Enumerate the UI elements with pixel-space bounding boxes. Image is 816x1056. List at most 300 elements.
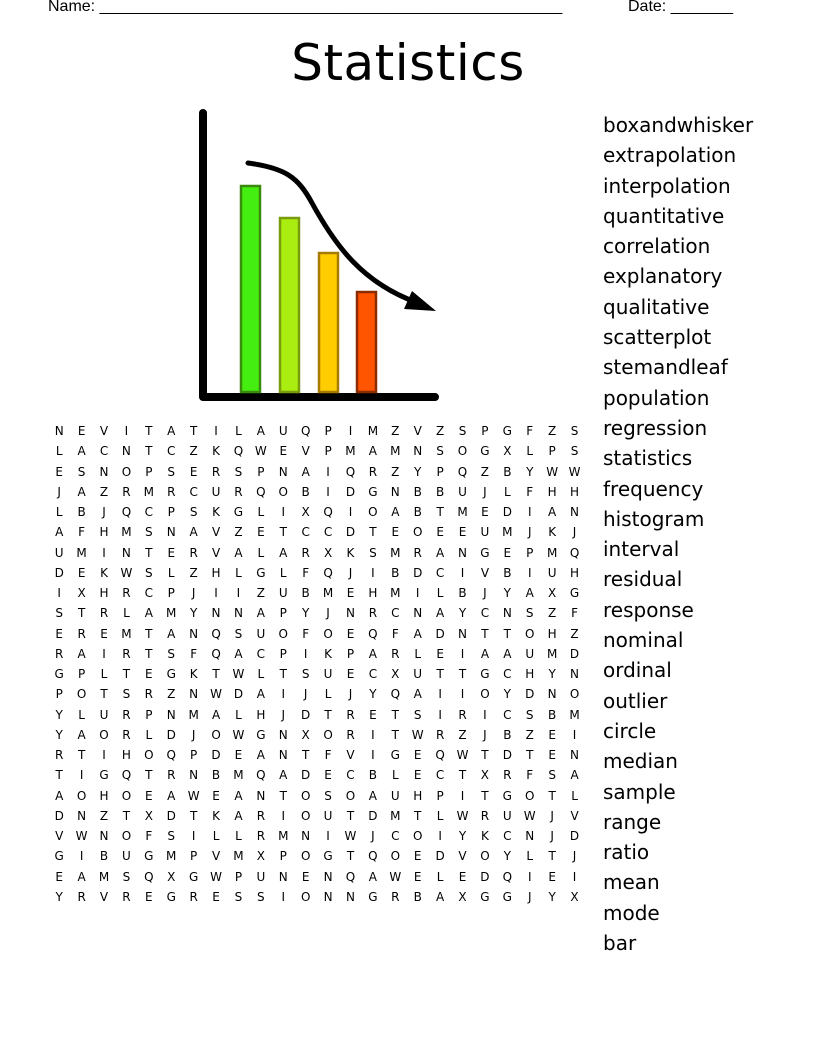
grid-letter: O	[412, 525, 423, 540]
grid-letter: Q	[233, 444, 244, 459]
grid-letter: X	[301, 505, 310, 519]
bar-2-icon	[280, 218, 299, 392]
grid-letter: X	[144, 808, 153, 823]
grid-letter: D	[502, 505, 512, 519]
grid-letter: L	[526, 849, 534, 864]
grid-letter: J	[483, 586, 487, 600]
grid-letter: C	[503, 667, 512, 681]
grid-letter: T	[122, 667, 131, 681]
grid-letter: Z	[548, 606, 557, 621]
grid-letter: G	[256, 727, 266, 742]
grid-letter: L	[55, 444, 63, 459]
grid-letter: F	[526, 484, 534, 499]
word-list-item: quantitative	[603, 203, 725, 228]
grid-letter: F	[190, 646, 198, 661]
grid-letter: Z	[525, 727, 534, 742]
grid-letter: Q	[368, 626, 378, 641]
grid-letter: O	[278, 484, 288, 499]
grid-letter: A	[77, 444, 86, 459]
grid-letter: T	[458, 667, 467, 681]
grid-letter: I	[438, 687, 442, 702]
grid-letter: B	[301, 484, 310, 499]
grid-letter: N	[413, 444, 423, 459]
grid-letter: W	[344, 829, 357, 843]
grid-letter: Z	[458, 727, 467, 742]
grid-letter: C	[144, 586, 154, 600]
grid-row	[48, 846, 586, 866]
grid-letter: T	[369, 525, 377, 540]
grid-letter: T	[302, 748, 310, 762]
grid-letter: D	[301, 707, 311, 722]
grid-letter: G	[166, 889, 176, 904]
grid-letter: T	[391, 707, 399, 722]
word-list-item: qualitative	[603, 294, 710, 319]
grid-letter: B	[435, 484, 445, 499]
grid-letter: D	[166, 808, 176, 823]
grid-row	[48, 624, 586, 644]
grid-letter: Y	[55, 707, 63, 722]
grid-letter: J	[57, 484, 61, 499]
grid-row	[48, 482, 586, 502]
grid-letter: A	[256, 748, 265, 762]
grid-letter: I	[191, 829, 196, 843]
grid-row	[48, 462, 586, 482]
grid-letter: F	[526, 768, 534, 783]
grid-letter: X	[167, 869, 176, 884]
grid-letter: X	[301, 727, 310, 742]
grid-row	[48, 502, 586, 522]
grid-letter: A	[77, 646, 86, 661]
grid-letter: D	[54, 565, 64, 580]
grid-letter: R	[256, 808, 266, 823]
grid-letter: W	[210, 869, 222, 884]
grid-letter: S	[234, 626, 243, 641]
grid-letter: S	[234, 889, 243, 904]
grid-letter: N	[458, 545, 467, 560]
grid-letter: I	[281, 505, 286, 519]
grid-letter: A	[77, 727, 86, 742]
grid-letter: R	[55, 748, 64, 762]
grid-letter: Z	[189, 565, 198, 580]
grid-letter: E	[55, 626, 63, 641]
grid-letter: S	[167, 829, 176, 843]
grid-letter: J	[550, 829, 554, 843]
grid-letter: E	[413, 849, 422, 864]
grid-letter: Q	[166, 748, 176, 762]
grid-letter: H	[570, 484, 580, 499]
grid-letter: K	[324, 646, 333, 661]
grid-letter: D	[435, 849, 445, 864]
grid-letter: R	[122, 727, 131, 742]
word-list-item: scatterplot	[603, 325, 712, 350]
grid-letter: R	[167, 768, 176, 783]
grid-letter: T	[503, 626, 511, 641]
grid-letter: U	[323, 667, 333, 681]
grid-letter: T	[324, 707, 332, 722]
grid-letter: R	[480, 808, 490, 823]
grid-letter: P	[436, 464, 444, 479]
grid-letter: M	[166, 849, 177, 864]
grid-letter: M	[546, 545, 558, 560]
grid-letter: S	[55, 606, 64, 621]
grid-letter: J	[572, 525, 577, 540]
grid-letter: I	[348, 424, 353, 438]
arrow-head-icon	[404, 291, 436, 311]
grid-letter: C	[503, 829, 512, 843]
grid-letter: Z	[391, 424, 400, 438]
grid-letter: N	[189, 626, 199, 641]
grid-row	[48, 806, 586, 826]
grid-letter: O	[569, 687, 580, 702]
grid-letter: D	[211, 748, 221, 762]
grid-letter: M	[278, 829, 289, 843]
grid-letter: G	[480, 444, 490, 459]
name-line: Name: ____________________________________________________	[48, 0, 563, 15]
grid-letter: M	[233, 849, 244, 864]
grid-letter: E	[436, 646, 444, 661]
grid-letter: V	[570, 808, 579, 823]
grid-letter: Q	[345, 869, 356, 884]
grid-letter: Z	[99, 484, 109, 499]
grid-letter: T	[122, 808, 131, 823]
grid-letter: I	[483, 707, 487, 722]
grid-letter: I	[326, 829, 330, 843]
grid-letter: L	[235, 424, 242, 438]
word-list-item: mode	[603, 900, 660, 925]
grid-letter: K	[100, 565, 108, 580]
grid-letter: I	[438, 829, 442, 843]
grid-letter: W	[389, 869, 402, 884]
grid-letter: G	[256, 565, 266, 580]
grid-letter: A	[77, 869, 86, 884]
grid-letter: D	[301, 768, 311, 783]
bar-4-icon	[357, 292, 376, 392]
grid-letter: L	[279, 565, 287, 580]
grid-letter: L	[212, 829, 220, 843]
grid-letter: P	[257, 464, 265, 479]
grid-letter: P	[55, 687, 63, 702]
grid-letter: S	[167, 646, 176, 661]
grid-letter: T	[212, 667, 220, 681]
grid-letter: Z	[256, 586, 265, 600]
grid-letter: M	[233, 768, 244, 783]
word-list-item: correlation	[603, 234, 711, 259]
grid-letter: B	[99, 849, 109, 864]
grid-letter: M	[76, 545, 87, 560]
grid-letter: N	[166, 525, 176, 540]
grid-letter: X	[391, 667, 400, 681]
grid-letter: V	[301, 444, 310, 459]
grid-letter: U	[278, 586, 288, 600]
grid-letter: C	[301, 525, 310, 540]
grid-letter: D	[345, 484, 356, 499]
grid-letter: P	[77, 667, 86, 681]
grid-letter: J	[483, 727, 487, 742]
grid-letter: G	[390, 748, 400, 762]
grid-letter: D	[413, 565, 423, 580]
grid-letter: P	[234, 869, 243, 884]
grid-letter: Y	[503, 586, 511, 600]
grid-letter: D	[233, 687, 244, 702]
grid-letter: S	[77, 464, 86, 479]
grid-letter: Z	[548, 424, 557, 438]
grid-letter: T	[391, 727, 399, 742]
grid-letter: Y	[526, 464, 534, 479]
grid-letter: R	[211, 464, 221, 479]
grid-letter: S	[369, 545, 377, 560]
grid-letter: T	[77, 748, 86, 762]
grid-letter: E	[301, 869, 310, 884]
grid-letter: O	[412, 829, 423, 843]
grid-letter: M	[322, 586, 334, 600]
grid-letter: R	[391, 889, 400, 904]
grid-letter: K	[212, 808, 220, 823]
grid-letter: N	[345, 606, 355, 621]
grid-letter: G	[166, 667, 176, 681]
grid-letter: F	[145, 829, 153, 843]
grid-letter: D	[345, 525, 356, 540]
grid-letter: I	[371, 727, 375, 742]
grid-letter: Q	[121, 768, 132, 783]
grid-letter: D	[166, 727, 176, 742]
declining-bar-chart-icon	[190, 105, 450, 405]
grid-letter: O	[121, 464, 132, 479]
grid-letter: G	[480, 667, 490, 681]
grid-letter: W	[75, 829, 88, 843]
grid-letter: X	[548, 586, 557, 600]
word-list-item: bar	[603, 931, 637, 956]
grid-letter: T	[145, 444, 153, 459]
grid-letter: I	[102, 748, 106, 762]
grid-letter: E	[145, 889, 153, 904]
grid-letter: P	[167, 586, 175, 600]
grid-letter: L	[235, 565, 242, 580]
word-list-item: mean	[603, 870, 660, 895]
grid-row	[48, 887, 586, 907]
grid-letter: W	[232, 727, 245, 742]
grid-letter: N	[233, 606, 243, 621]
word-list-item: range	[603, 809, 662, 834]
grid-letter: A	[391, 505, 400, 519]
grid-letter: R	[435, 727, 445, 742]
grid-letter: G	[54, 667, 64, 681]
grid-row	[48, 644, 586, 664]
grid-letter: E	[413, 768, 422, 783]
grid-letter: A	[234, 545, 243, 560]
grid-letter: C	[256, 646, 266, 661]
grid-letter: Q	[323, 565, 333, 580]
grid-letter: S	[189, 505, 198, 519]
grid-row	[48, 603, 586, 623]
grid-letter: J	[326, 606, 330, 621]
grid-letter: U	[54, 545, 64, 560]
grid-letter: K	[212, 444, 220, 459]
grid-row	[48, 441, 586, 461]
grid-letter: E	[346, 667, 355, 681]
grid-letter: I	[281, 687, 286, 702]
grid-letter: W	[120, 565, 133, 580]
word-list-item: histogram	[603, 506, 705, 531]
grid-letter: U	[211, 484, 221, 499]
grid-letter: Q	[502, 869, 513, 884]
grid-letter: I	[57, 586, 61, 600]
grid-letter: G	[480, 545, 490, 560]
grid-letter: T	[189, 808, 198, 823]
grid-letter: F	[391, 626, 399, 641]
grid-letter: N	[189, 768, 199, 783]
grid-letter: H	[525, 667, 535, 681]
grid-letter: T	[526, 748, 534, 762]
grid-letter: U	[502, 808, 512, 823]
grid-letter: D	[54, 808, 64, 823]
grid-letter: J	[527, 889, 532, 904]
grid-letter: R	[234, 484, 243, 499]
grid-letter: M	[390, 586, 401, 600]
grid-letter: T	[145, 646, 153, 661]
grid-letter: P	[279, 606, 287, 621]
grid-letter: Y	[369, 687, 377, 702]
grid-row	[48, 684, 586, 704]
page-title: Statistics	[291, 34, 525, 92]
grid-letter: L	[414, 646, 422, 661]
grid-letter: A	[368, 869, 377, 884]
grid-letter: E	[77, 565, 86, 580]
grid-letter: Y	[458, 829, 467, 843]
grid-letter: E	[413, 869, 422, 884]
grid-letter: H	[547, 484, 557, 499]
grid-letter: A	[368, 788, 377, 803]
grid-letter: O	[300, 788, 311, 803]
grid-letter: J	[348, 565, 353, 580]
grid-letter: O	[278, 626, 288, 641]
word-list-item: residual	[603, 567, 683, 592]
grid-letter: A	[167, 626, 176, 641]
grid-letter: X	[458, 889, 467, 904]
grid-letter: C	[503, 707, 512, 722]
grid-letter: P	[324, 444, 332, 459]
grid-letter: O	[525, 788, 535, 803]
grid-letter: Z	[391, 464, 400, 479]
grid-letter: E	[189, 464, 198, 479]
grid-letter: B	[301, 586, 310, 600]
grid-letter: T	[346, 808, 355, 823]
word-list	[603, 110, 753, 958]
grid-letter: O	[211, 727, 221, 742]
grid-letter: N	[278, 464, 288, 479]
grid-letter: I	[460, 687, 465, 702]
grid-letter: W	[456, 808, 469, 823]
grid-letter: T	[145, 424, 153, 438]
grid-letter: T	[414, 808, 422, 823]
grid-letter: T	[145, 768, 153, 783]
grid-letter: G	[323, 849, 333, 864]
grid-letter: B	[548, 707, 557, 722]
grid-letter: I	[572, 869, 577, 884]
grid-letter: I	[79, 849, 84, 864]
grid-letter: S	[234, 464, 243, 479]
grid-letter: O	[323, 727, 333, 742]
grid-letter: S	[145, 525, 153, 540]
grid-letter: J	[191, 586, 196, 600]
grid-letter: S	[436, 444, 444, 459]
grid-letter: T	[55, 768, 63, 783]
grid-letter: M	[121, 525, 132, 540]
grid-letter: G	[480, 889, 490, 904]
grid-row	[48, 522, 586, 542]
grid-letter: I	[281, 889, 286, 904]
grid-letter: F	[324, 748, 332, 762]
grid-letter: N	[323, 889, 333, 904]
grid-letter: N	[278, 869, 288, 884]
grid-letter: K	[548, 525, 557, 540]
grid-letter: E	[234, 748, 243, 762]
grid-letter: P	[167, 505, 175, 519]
grid-letter: E	[548, 748, 556, 762]
grid-letter: I	[124, 424, 129, 438]
grid-letter: P	[526, 545, 534, 560]
grid-letter: A	[256, 424, 265, 438]
grid-letter: D	[480, 869, 490, 884]
grid-letter: E	[212, 889, 220, 904]
grid-letter: T	[100, 687, 108, 702]
grid-letter: H	[413, 788, 423, 803]
grid-letter: F	[78, 525, 86, 540]
grid-letter: Q	[300, 424, 311, 438]
grid-letter: P	[548, 444, 556, 459]
word-list-item: statistics	[603, 446, 693, 471]
grid-row	[48, 867, 586, 887]
grid-letter: V	[55, 829, 64, 843]
grid-letter: U	[122, 849, 131, 864]
grid-letter: O	[300, 889, 311, 904]
grid-letter: I	[79, 768, 84, 783]
grid-letter: Z	[480, 464, 490, 479]
grid-letter: N	[256, 788, 266, 803]
grid-letter: C	[480, 606, 490, 621]
grid-letter: X	[480, 768, 490, 783]
word-list-item: interval	[603, 537, 680, 562]
grid-letter: L	[571, 788, 578, 803]
grid-letter: M	[166, 606, 177, 621]
grid-letter: I	[281, 808, 286, 823]
grid-letter: M	[390, 808, 401, 823]
grid-letter: Q	[345, 464, 356, 479]
grid-letter: T	[189, 424, 198, 438]
grid-letter: L	[257, 505, 265, 519]
grid-letter: E	[279, 444, 288, 459]
grid-letter: P	[279, 646, 287, 661]
grid-letter: J	[281, 707, 286, 722]
grid-letter: R	[122, 889, 131, 904]
grid-letter: L	[167, 565, 175, 580]
grid-letter: B	[391, 565, 400, 580]
grid-letter: F	[302, 626, 310, 641]
grid-letter: A	[525, 586, 534, 600]
grid-letter: T	[481, 626, 489, 641]
grid-letter: T	[279, 525, 287, 540]
grid-letter: Y	[189, 606, 198, 621]
grid-letter: A	[167, 424, 176, 438]
grid-letter: N	[570, 748, 580, 762]
grid-letter: A	[279, 545, 288, 560]
grid-letter: E	[413, 748, 422, 762]
grid-letter: T	[346, 849, 355, 864]
grid-letter: D	[569, 829, 580, 843]
grid-letter: N	[166, 707, 176, 722]
grid-letter: B	[503, 565, 512, 580]
grid-letter: R	[301, 545, 310, 560]
grid-letter: E	[436, 525, 444, 540]
